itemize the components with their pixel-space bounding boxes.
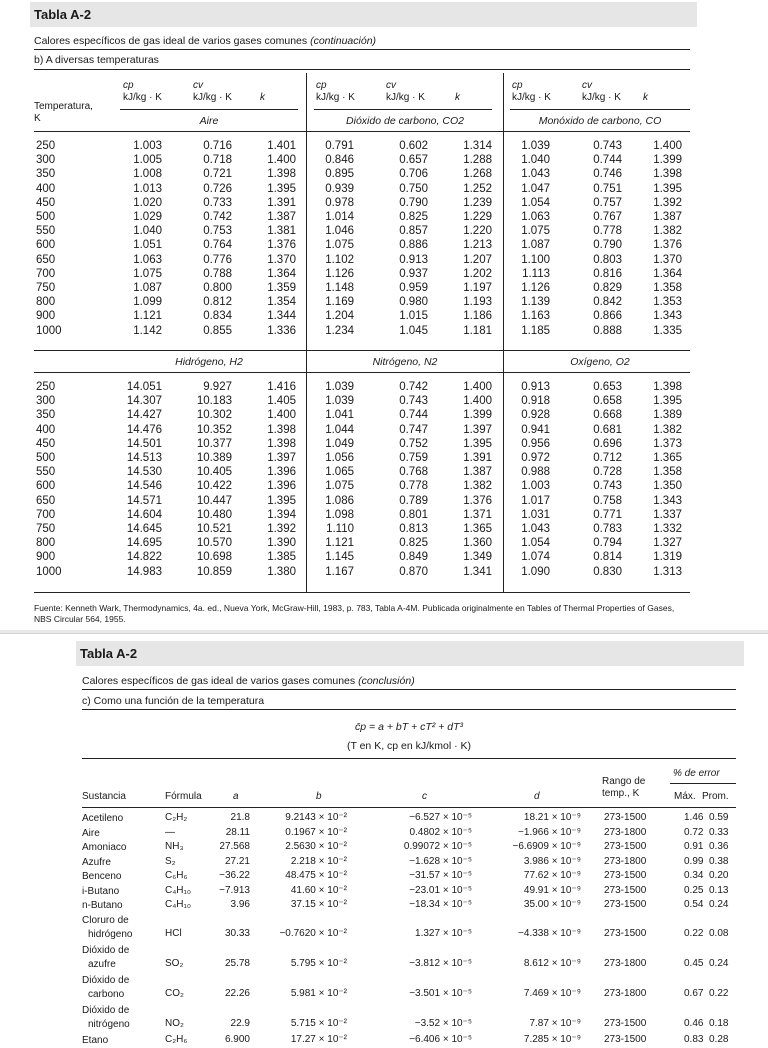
formula: C₂H₂ xyxy=(165,812,188,823)
table-row xyxy=(82,827,742,840)
header-sustancia: Sustancia xyxy=(82,791,126,802)
error-header: % de error xyxy=(673,768,720,779)
group-co: Monóxido de carbono, CO xyxy=(538,115,662,127)
coef-b: 2.218 × 10⁻² xyxy=(290,855,347,867)
temp-range: 273-1500 xyxy=(604,812,647,823)
table-row xyxy=(82,1034,742,1047)
table-caption xyxy=(34,35,376,47)
rule xyxy=(82,807,736,808)
coef-b: 9.2143 × 10⁻² xyxy=(285,812,347,823)
error-prom: 0.24 xyxy=(709,899,729,910)
error-prom: 0.24 xyxy=(709,957,729,969)
header-max: Máx. xyxy=(674,791,696,802)
temperature-header: Temperatura, K xyxy=(34,101,93,124)
header-formula: Fórmula xyxy=(165,791,202,802)
error-prom: 0.20 xyxy=(709,870,729,881)
formula: — xyxy=(165,826,175,838)
error-max: 0.34 xyxy=(684,870,704,881)
coef-d: 35.00 × 10⁻⁹ xyxy=(523,899,581,910)
error-prom: 0.13 xyxy=(709,884,729,896)
header-b: b xyxy=(316,791,322,802)
formula: HCl xyxy=(165,927,182,939)
rule xyxy=(34,49,690,50)
substance-name: i-Butano xyxy=(82,885,120,897)
coef-d: −4.338 × 10⁻⁹ xyxy=(518,927,581,939)
temp-range: 273-1800 xyxy=(604,987,647,999)
error-max: 0.99 xyxy=(684,855,704,867)
coef-c: −18.34 × 10⁻⁵ xyxy=(409,899,472,910)
formula: C₄H₁₀ xyxy=(165,884,192,896)
equation: c̄p = a + bT + cT² + dT³ xyxy=(355,721,463,733)
table-row xyxy=(82,974,742,1002)
temp-range: 273-1800 xyxy=(604,826,647,838)
coef-b: 17.27 × 10⁻² xyxy=(290,1033,347,1045)
coef-c: −31.57 × 10⁻⁵ xyxy=(409,870,472,881)
error-max: 0.25 xyxy=(684,884,704,896)
error-max: 0.22 xyxy=(684,927,704,939)
footnote: Fuente: Kenneth Wark, Thermodynamics, 4a. ed., Nueva York, McGraw-Hill, 1983, p. 783, Tabla A-4M. Publicada originalmente en Tables of Thermal Properties of Gases, NBS Circular 564, 1955. xyxy=(34,603,675,624)
substance-name: Dióxido de azufre xyxy=(82,944,130,970)
formula: C₄H₁₀ xyxy=(165,899,192,910)
subcaption: c) Como una función de la temperatura xyxy=(82,695,265,707)
error-max: 0.91 xyxy=(684,841,704,852)
cp-unit-header: cp kJ/kg · K xyxy=(123,80,162,103)
coef-a: −36.22 xyxy=(219,870,250,881)
header-a: a xyxy=(233,791,239,802)
rule xyxy=(82,709,736,710)
table-row xyxy=(82,944,742,972)
table-title: Tabla A-2 xyxy=(34,7,92,22)
coef-d: 7.285 × 10⁻⁹ xyxy=(523,1033,581,1045)
cv-column: 0.742 0.743 0.744 0.747 0.752 0.759 0.768 0.778 0.789 0.801 0.813 0.825 0.849 0.870 xyxy=(399,381,428,578)
temp-range: 273-1800 xyxy=(604,957,647,969)
substance-name: n-Butano xyxy=(82,900,123,911)
coef-a: −7.913 xyxy=(219,884,250,896)
rule xyxy=(510,109,690,110)
substance-name: Dióxido de carbono xyxy=(82,974,130,1000)
coef-c: 1.327 × 10⁻⁵ xyxy=(415,927,472,939)
table-row xyxy=(82,870,742,883)
coef-b: 37.15 × 10⁻² xyxy=(290,899,347,910)
error-prom: 0.59 xyxy=(709,812,729,823)
cp-column: 0.791 0.846 0.895 0.939 0.978 1.014 1.046 1.075 1.102 1.126 1.148 1.169 1.204 1.234 xyxy=(325,140,354,337)
k-column: 1.314 1.288 1.268 1.252 1.239 1.229 1.220 1.213 1.207 1.202 1.197 1.193 1.186 1.181 xyxy=(463,140,492,337)
header-prom: Prom. xyxy=(702,791,729,802)
formula: C₆H₆ xyxy=(165,870,188,881)
error-max: 0.46 xyxy=(684,1017,704,1029)
title-bar xyxy=(30,2,697,27)
coef-b: 2.5630 × 10⁻² xyxy=(285,841,347,852)
coef-b: 5.715 × 10⁻² xyxy=(290,1017,347,1029)
rule xyxy=(82,758,736,759)
rule xyxy=(670,783,736,784)
cv-unit-header: cv kJ/kg · K xyxy=(582,80,621,103)
table-title: Tabla A-2 xyxy=(80,646,138,661)
group-h2: Hidrógeno, H2 xyxy=(175,356,243,368)
rule xyxy=(120,109,298,110)
coef-c: −6.527 × 10⁻⁵ xyxy=(409,812,472,823)
cp-column: 14.051 14.307 14.427 14.476 14.501 14.513 14.530 14.546 14.571 14.604 14.645 14.695 14.822 14.983 xyxy=(126,381,162,578)
coef-a: 21.8 xyxy=(230,812,250,823)
rule xyxy=(34,131,690,132)
range-header: Rango de temp., K xyxy=(602,776,646,799)
temp-range: 273-1500 xyxy=(604,1017,647,1029)
k-header: k xyxy=(260,92,265,103)
formula: C₂H₆ xyxy=(165,1033,188,1045)
temperature-column: 250 300 350 400 450 500 550 600 650 700 750 800 900 1000 xyxy=(36,381,62,578)
divider xyxy=(306,350,307,592)
coef-d: 3.986 × 10⁻⁹ xyxy=(523,855,581,867)
divider xyxy=(306,73,307,350)
formula: NH₃ xyxy=(165,841,184,852)
formula: SO₂ xyxy=(165,957,184,969)
cp-column: 1.003 1.005 1.008 1.013 1.020 1.029 1.040 1.051 1.063 1.075 1.087 1.099 1.121 1.142 xyxy=(133,140,162,337)
temp-range: 273-1500 xyxy=(604,1033,647,1045)
coef-d: 49.91 × 10⁻⁹ xyxy=(523,884,581,896)
k-column: 1.416 1.405 1.400 1.398 1.398 1.397 1.396 1.396 1.395 1.394 1.392 1.390 1.385 1.380 xyxy=(267,381,296,578)
rule xyxy=(34,592,690,593)
cv-column: 0.743 0.744 0.746 0.751 0.757 0.767 0.778 0.790 0.803 0.816 0.829 0.842 0.866 0.888 xyxy=(593,140,622,337)
coef-a: 27.21 xyxy=(224,855,250,867)
group-air: Aire xyxy=(199,115,219,127)
coef-b: 5.981 × 10⁻² xyxy=(290,987,347,999)
coef-a: 28.11 xyxy=(225,826,250,838)
header-d: d xyxy=(534,791,540,802)
coef-d: 7.87 × 10⁻⁹ xyxy=(529,1017,581,1029)
temp-range: 273-1500 xyxy=(604,927,647,939)
coef-a: 30.33 xyxy=(224,927,250,939)
temp-range: 273-1500 xyxy=(604,870,647,881)
caption-note: (conclusión) xyxy=(358,675,415,687)
coef-a: 22.26 xyxy=(224,987,250,999)
error-prom: 0.28 xyxy=(709,1033,729,1045)
cp-unit-header: cp kJ/kg · K xyxy=(316,80,355,103)
error-prom: 0.18 xyxy=(709,1017,729,1029)
temp-range: 273-1500 xyxy=(604,899,647,910)
group-n2: Nitrógeno, N2 xyxy=(372,356,438,368)
cp-unit-header: cp kJ/kg · K xyxy=(512,80,551,103)
coef-c: −6.406 × 10⁻⁵ xyxy=(409,1033,472,1045)
error-max: 1.46 xyxy=(684,812,704,823)
cv-unit-header: cv kJ/kg · K xyxy=(193,80,232,103)
temperature-column: 250 300 350 400 450 500 550 600 650 700 750 800 900 1000 xyxy=(36,140,62,337)
table-row xyxy=(82,899,742,912)
substance-name: Cloruro de hidrógeno xyxy=(82,914,133,940)
error-max: 0.72 xyxy=(684,826,704,838)
header-c: c xyxy=(422,791,427,802)
k-column: 1.400 1.400 1.399 1.397 1.395 1.391 1.387 1.382 1.376 1.371 1.365 1.360 1.349 1.341 xyxy=(463,381,492,578)
k-column: 1.401 1.400 1.398 1.395 1.391 1.387 1.381 1.376 1.370 1.364 1.359 1.354 1.344 1.336 xyxy=(267,140,296,337)
cp-column: 1.039 1.039 1.041 1.044 1.049 1.056 1.065 1.075 1.086 1.098 1.110 1.121 1.145 1.167 xyxy=(325,381,354,578)
cv-column: 9.927 10.183 10.302 10.352 10.377 10.389 10.405 10.422 10.447 10.480 10.521 10.570 10.698 10.859 xyxy=(196,381,232,578)
k-header: k xyxy=(643,92,648,103)
coef-c: 0.99072 × 10⁻⁵ xyxy=(403,841,472,852)
error-prom: 0.22 xyxy=(709,987,729,999)
error-prom: 0.33 xyxy=(709,826,729,838)
table-row xyxy=(82,841,742,854)
cp-column: 1.039 1.040 1.043 1.047 1.054 1.063 1.075 1.087 1.100 1.113 1.126 1.139 1.163 1.185 xyxy=(521,140,550,337)
coef-d: 8.612 × 10⁻⁹ xyxy=(523,957,581,969)
subcaption xyxy=(34,54,159,66)
rule xyxy=(34,350,690,351)
table-row xyxy=(82,914,742,942)
coef-c: 0.4802 × 10⁻⁵ xyxy=(409,826,472,838)
coef-c: −3.501 × 10⁻⁵ xyxy=(409,987,472,999)
k-header: k xyxy=(455,92,460,103)
substance-name: Amoniaco xyxy=(82,842,127,853)
temp-range: 273-1500 xyxy=(604,841,647,852)
coef-b: 48.475 × 10⁻² xyxy=(285,870,347,881)
substance-name: Acetileno xyxy=(82,813,124,824)
error-max: 0.54 xyxy=(684,899,704,910)
coef-b: 0.1967 × 10⁻² xyxy=(285,826,347,838)
rule xyxy=(82,689,736,690)
error-prom: 0.08 xyxy=(709,927,729,939)
table-a2-conclusion-page xyxy=(0,633,768,1046)
table-row xyxy=(82,856,742,869)
temp-range: 273-1800 xyxy=(604,855,647,867)
formula: CO₂ xyxy=(165,987,184,999)
cv-unit-header: cv kJ/kg · K xyxy=(386,80,425,103)
coef-c: −23.01 × 10⁻⁵ xyxy=(409,884,472,896)
divider xyxy=(503,73,504,350)
subcaption-text: A diversas temperaturas xyxy=(45,54,159,66)
equation-units: (T en K, cp en kJ/kmol · K) xyxy=(346,740,472,752)
k-column: 1.400 1.399 1.398 1.395 1.392 1.387 1.382 1.376 1.370 1.364 1.358 1.353 1.343 1.335 xyxy=(653,140,682,337)
coef-c: −1.628 × 10⁻⁵ xyxy=(409,855,472,867)
divider xyxy=(503,350,504,592)
substance-name: Aire xyxy=(82,827,100,839)
cv-column: 0.602 0.657 0.706 0.750 0.790 0.825 0.857 0.886 0.913 0.937 0.959 0.980 1.015 1.045 xyxy=(399,140,428,337)
table-caption: Calores específicos de gas ideal de varios gases comunes (conclusión) xyxy=(82,675,415,687)
substance-name: Dióxido de nitrógeno xyxy=(82,1004,130,1030)
table-row xyxy=(82,885,742,898)
temp-range: 273-1500 xyxy=(604,884,647,896)
formula: S₂ xyxy=(165,855,176,867)
coef-d: 7.469 × 10⁻⁹ xyxy=(523,987,581,999)
cv-column: 0.653 0.658 0.668 0.681 0.696 0.712 0.728 0.743 0.758 0.771 0.783 0.794 0.814 0.830 xyxy=(593,381,622,578)
cv-column: 0.716 0.718 0.721 0.726 0.733 0.742 0.753 0.764 0.776 0.788 0.800 0.812 0.834 0.855 xyxy=(203,140,232,337)
table-row xyxy=(82,812,742,825)
caption-note: (continuación) xyxy=(310,35,377,47)
caption-text: Calores específicos de gas ideal de varios gases comunes xyxy=(34,35,308,47)
error-prom: 0.38 xyxy=(709,855,729,867)
coef-a: 6.900 xyxy=(224,1033,250,1045)
formula: NO₂ xyxy=(165,1017,184,1029)
coef-b: 41.60 × 10⁻² xyxy=(290,884,347,896)
cp-column: 0.913 0.918 0.928 0.941 0.956 0.972 0.988 1.003 1.017 1.031 1.043 1.054 1.074 1.090 xyxy=(521,381,550,578)
error-prom: 0.36 xyxy=(709,841,729,852)
coef-a: 3.96 xyxy=(230,899,250,910)
rule xyxy=(34,69,690,70)
group-o2: Oxígeno, O2 xyxy=(570,356,630,368)
rule xyxy=(34,372,690,373)
coef-c: −3.52 × 10⁻⁵ xyxy=(414,1017,472,1029)
error-max: 0.67 xyxy=(684,987,704,999)
rule xyxy=(314,109,492,110)
group-co2: Dióxido de carbono, CO2 xyxy=(346,115,464,127)
coef-d: 77.62 × 10⁻⁹ xyxy=(523,870,581,881)
k-column: 1.398 1.395 1.389 1.382 1.373 1.365 1.358 1.350 1.343 1.337 1.332 1.327 1.319 1.313 xyxy=(653,381,682,578)
table-row xyxy=(82,1004,742,1032)
coef-d: −6.6909 × 10⁻⁹ xyxy=(512,841,581,852)
substance-name: Etano xyxy=(82,1034,109,1046)
coef-c: −3.812 × 10⁻⁵ xyxy=(409,957,472,969)
coef-a: 25.78 xyxy=(224,957,250,969)
coef-d: −1.966 × 10⁻⁹ xyxy=(518,826,581,838)
title-bar xyxy=(76,641,744,666)
coef-b: 5.795 × 10⁻² xyxy=(290,957,347,969)
error-max: 0.45 xyxy=(684,957,704,969)
coef-d: 18.21 × 10⁻⁹ xyxy=(523,812,581,823)
coef-b: −0.7620 × 10⁻² xyxy=(279,927,347,939)
subcaption-letter: b) xyxy=(34,54,44,66)
error-max: 0.83 xyxy=(684,1033,704,1045)
coef-a: 22.9 xyxy=(230,1017,250,1029)
coef-a: 27.568 xyxy=(219,841,250,852)
substance-name: Azufre xyxy=(82,856,111,868)
substance-name: Benceno xyxy=(82,871,122,882)
